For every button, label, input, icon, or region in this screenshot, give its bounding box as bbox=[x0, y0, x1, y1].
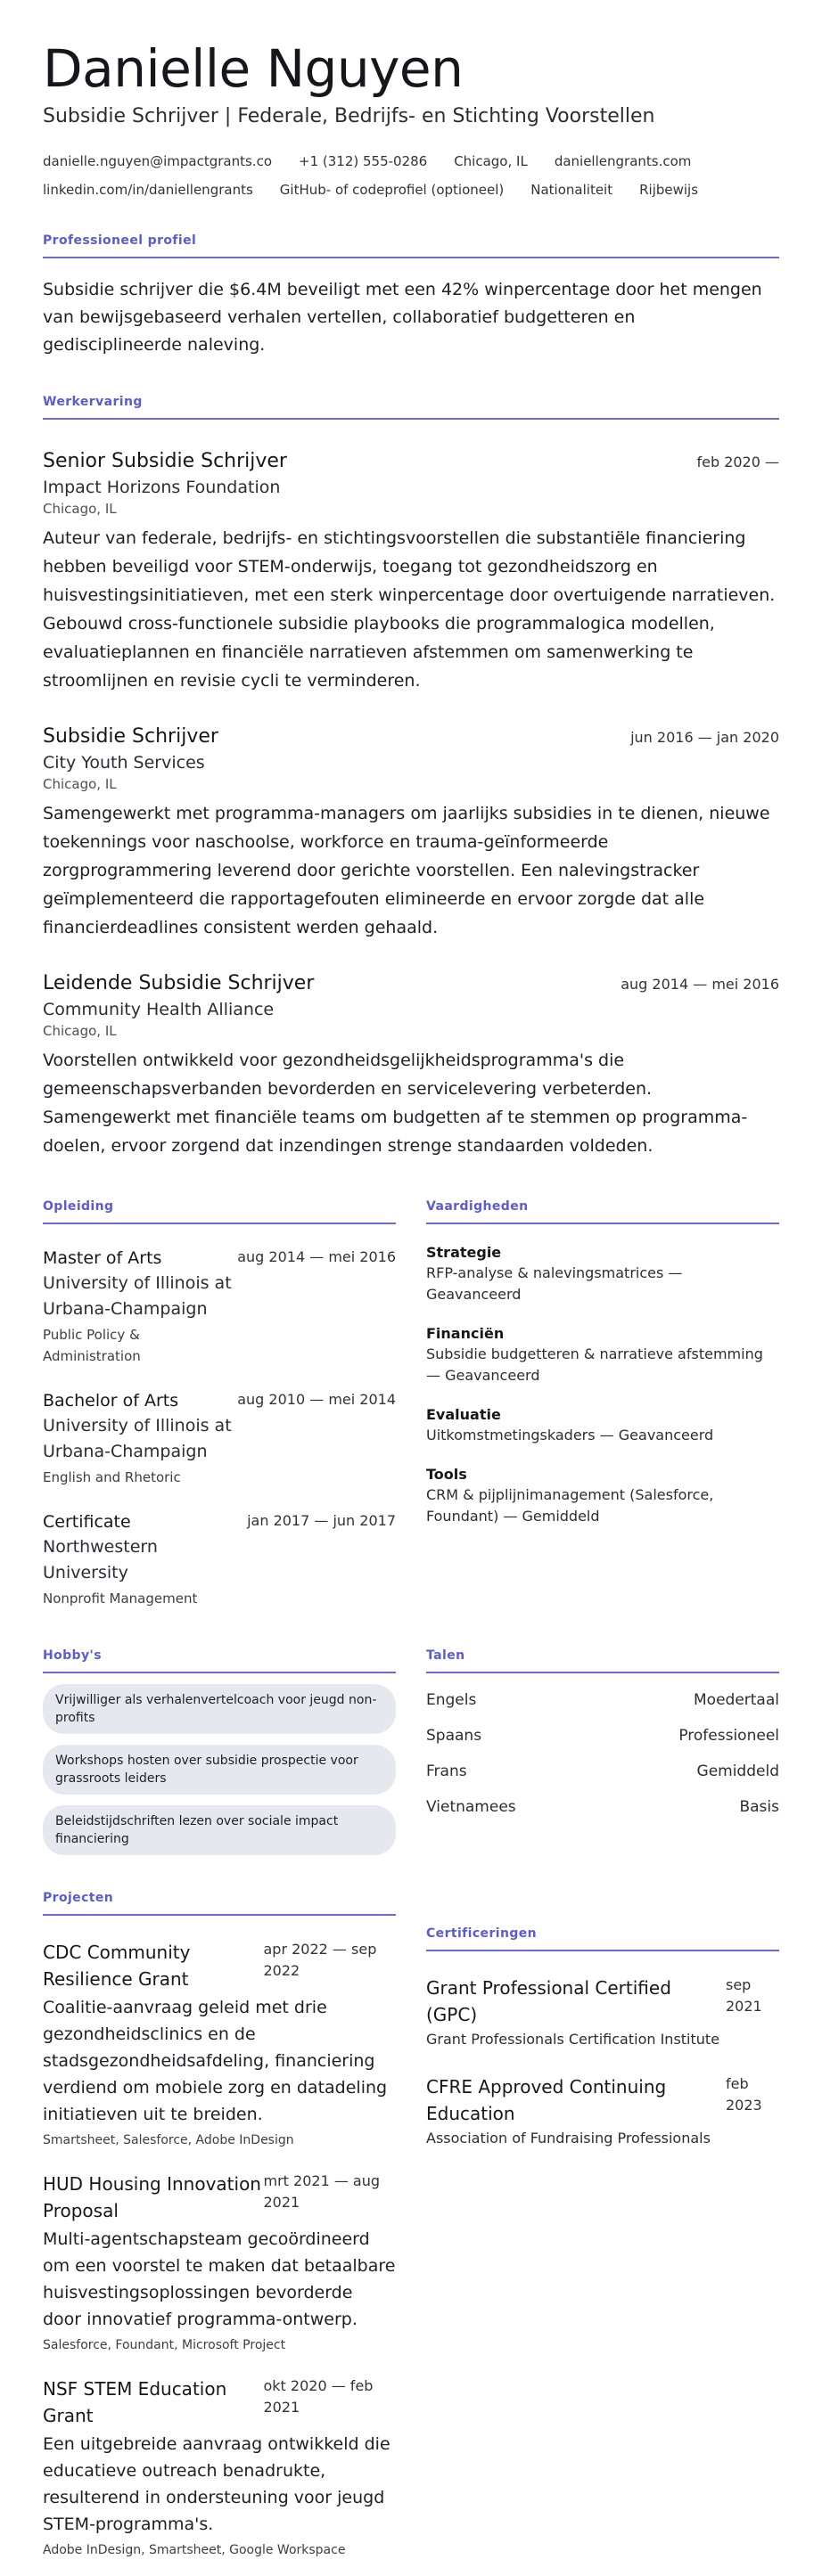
job-location: Chicago, IL bbox=[43, 501, 117, 517]
contact-email[interactable]: danielle.nguyen@impactgrants.co bbox=[43, 153, 272, 169]
skill-group bbox=[426, 1466, 779, 1527]
project-description: Een uitgebreide aanvraag ontwikkeld die educatieve outreach benadrukte, resulterend in ondersteuning voor jeugd STEM-programma's. bbox=[43, 2434, 390, 2534]
languages-title: Talen bbox=[426, 1648, 779, 1673]
language-name: Spaans bbox=[426, 1727, 482, 1745]
certification-name: CFRE Approved Continuing Education bbox=[426, 2076, 667, 2124]
education-degree: Master of Arts bbox=[43, 1248, 162, 1268]
job-item bbox=[43, 450, 779, 695]
project-title: HUD Housing Innovation Proposal bbox=[43, 2173, 261, 2221]
project-description: Coalitie-aanvraag geleid met drie gezondheidsclinics en de stadsgezondheidsafdeling, financiering verdiend om mobiele zorg en datadeling initiatieven uit te breiden. bbox=[43, 1998, 388, 2124]
language-name: Engels bbox=[426, 1691, 477, 1709]
education-skills-row bbox=[43, 1199, 779, 1609]
language-name: Vietnamees bbox=[426, 1798, 516, 1816]
job-location: Chicago, IL bbox=[43, 1023, 117, 1039]
education-date: aug 2014 — mei 2016 bbox=[237, 1248, 396, 1265]
education-item bbox=[43, 1246, 396, 1367]
project-title: NSF STEM Education Grant bbox=[43, 2378, 227, 2426]
certification-date: sep 2021 bbox=[726, 1976, 762, 2015]
job-description: Voorstellen ontwikkeld voor gezondheidsgelijkheidsprogramma's die gemeenschapsverbanden bevorderden en servicelevering verbeterden. Samengewerkt met financiële teams om budgetten af te stemmen op programma-doelen, ervoor zorgend dat inzendingen strenge standaarden voldeden. bbox=[43, 1051, 748, 1156]
skill-items: Subsidie budgetteren & narratieve afstemming — Geavanceerd bbox=[426, 1345, 763, 1384]
language-name: Frans bbox=[426, 1762, 467, 1780]
certifications-title: Certificeringen bbox=[426, 1926, 779, 1951]
job-title: Leidende Subsidie Schrijver bbox=[43, 972, 315, 994]
summary-title: Professioneel profiel bbox=[43, 233, 779, 258]
skill-items: Uitkomstmetingskaders — Geavanceerd bbox=[426, 1427, 714, 1443]
education-field: English and Rhetoric bbox=[43, 1469, 181, 1485]
job-title: Subsidie Schrijver bbox=[43, 725, 218, 748]
skill-category: Tools bbox=[426, 1466, 467, 1483]
education-institution: Northwestern University bbox=[43, 1537, 158, 1582]
certification-item bbox=[426, 1975, 779, 2050]
summary-section bbox=[43, 233, 779, 359]
job-organization: Impact Horizons Foundation bbox=[43, 478, 281, 497]
certification-issuer: Association of Fundraising Professionals bbox=[426, 2130, 711, 2147]
hobbies-languages-row bbox=[43, 1648, 779, 1855]
job-date: aug 2014 — mei 2016 bbox=[621, 976, 779, 993]
certification-date: feb 2023 bbox=[726, 2075, 762, 2114]
contact-location: Chicago, IL bbox=[454, 153, 528, 169]
job-description: Samengewerkt met programma-managers om jaarlijks subsidies in te dienen, nieuwe toekennings voor naschoolse, workforce en trauma-geïnformeerde zorgprogrammering leverend door gerichte voorstellen. Een nalevingstracker geïmplementeerd die rapportagefouten elimineerde en ervoor zorgde dat alle financierdeadlines consistent werden gehaald. bbox=[43, 804, 770, 937]
projects-title: Projecten bbox=[43, 1891, 396, 1916]
experience-title: Werkervaring bbox=[43, 395, 779, 420]
project-tools: Salesforce, Foundant, Microsoft Project bbox=[43, 2338, 286, 2352]
project-date: apr 2022 — sep 2022 bbox=[263, 1941, 377, 1979]
education-institution: University of Illinois at Urbana-Champaign bbox=[43, 1273, 232, 1319]
education-item bbox=[43, 1509, 396, 1609]
education-degree: Certificate bbox=[43, 1512, 131, 1532]
job-item bbox=[43, 725, 779, 942]
education-date: aug 2010 — mei 2014 bbox=[237, 1391, 396, 1408]
project-item bbox=[43, 2171, 396, 2352]
hobby-pill: Vrijwilliger als verhalenvertelcoach voor jeugd non-profits bbox=[43, 1684, 396, 1734]
experience-section bbox=[43, 395, 779, 1160]
language-level: Moedertaal bbox=[694, 1691, 779, 1709]
contact-list bbox=[43, 151, 779, 200]
hobbies-section bbox=[43, 1648, 396, 1855]
skill-items: CRM & pijplijnimanagement (Salesforce, Foundant) — Gemiddeld bbox=[426, 1486, 714, 1525]
job-organization: Community Health Alliance bbox=[43, 1000, 275, 1019]
skill-group bbox=[426, 1325, 779, 1386]
job-item bbox=[43, 972, 779, 1160]
contact-github[interactable]: GitHub- of codeprofiel (optioneel) bbox=[279, 182, 505, 198]
language-level: Professioneel bbox=[678, 1727, 779, 1745]
candidate-name: Danielle Nguyen bbox=[43, 38, 464, 99]
hobby-pill: Workshops hosten over subsidie prospectie voor grassroots leiders bbox=[43, 1745, 396, 1795]
education-institution: University of Illinois at Urbana-Champaign bbox=[43, 1416, 232, 1461]
skill-category: Financiën bbox=[426, 1325, 505, 1342]
projects-section bbox=[43, 1891, 396, 2557]
job-title: Senior Subsidie Schrijver bbox=[43, 450, 287, 472]
language-row bbox=[426, 1727, 779, 1745]
certification-issuer: Grant Professionals Certification Institute bbox=[426, 2031, 720, 2048]
education-section bbox=[43, 1199, 396, 1609]
hobby-pill: Beleidstijdschriften lezen over sociale impact financiering bbox=[43, 1805, 396, 1855]
skills-section bbox=[426, 1199, 779, 1609]
job-location: Chicago, IL bbox=[43, 776, 117, 792]
skill-category: Evaluatie bbox=[426, 1406, 501, 1423]
language-level: Basis bbox=[739, 1798, 779, 1816]
skill-group bbox=[426, 1406, 779, 1446]
education-item bbox=[43, 1388, 396, 1488]
job-date: feb 2020 — bbox=[696, 454, 779, 470]
contact-website[interactable]: daniellengrants.com bbox=[554, 153, 692, 169]
job-date: jun 2016 — jan 2020 bbox=[630, 729, 779, 746]
education-degree: Bachelor of Arts bbox=[43, 1391, 179, 1411]
project-item bbox=[43, 2376, 396, 2557]
projects-certifications-row bbox=[43, 1891, 779, 2557]
hobbies-title: Hobby's bbox=[43, 1648, 396, 1673]
project-tools: Smartsheet, Salesforce, Adobe InDesign bbox=[43, 2133, 294, 2147]
project-title: CDC Community Resilience Grant bbox=[43, 1942, 191, 1990]
languages-section bbox=[426, 1648, 779, 1855]
headline: Subsidie Schrijver | Federale, Bedrijfs- en Stichting Voorstellen bbox=[43, 105, 655, 127]
education-title: Opleiding bbox=[43, 1199, 396, 1224]
contact-license: Rijbewijs bbox=[639, 182, 699, 198]
certifications-section bbox=[426, 1891, 779, 2557]
project-date: okt 2020 — feb 2021 bbox=[263, 2377, 374, 2416]
certification-name: Grant Professional Certified (GPC) bbox=[426, 1977, 671, 2025]
education-date: jan 2017 — jun 2017 bbox=[247, 1512, 396, 1529]
contact-nationality: Nationaliteit bbox=[530, 182, 613, 198]
contact-phone[interactable]: +1 (312) 555-0286 bbox=[299, 153, 428, 169]
skill-group bbox=[426, 1244, 779, 1305]
language-row bbox=[426, 1798, 779, 1816]
project-tools: Adobe InDesign, Smartsheet, Google Workspace bbox=[43, 2543, 346, 2557]
certification-item bbox=[426, 2073, 779, 2149]
job-description: Auteur van federale, bedrijfs- en stichtingsvoorstellen die substantiële financiering hebben beveiligd voor STEM-onderwijs, toegang tot gezondheidszorg en huisvestingsinitiatieven, met een sterk winpercentage door overtuigende narratieven. Gebouwd cross-functionele subsidie playbooks die programmalogica modellen, evaluatieplannen en financiële narratieven afstemmen om samenwerking te stroomlijnen en revisie cycli te verminderen. bbox=[43, 528, 776, 691]
education-field: Public Policy & Administration bbox=[43, 1327, 141, 1364]
language-row bbox=[426, 1762, 779, 1780]
project-description: Multi-agentschapsteam gecoördineerd om een voorstel te maken dat betaalbare huisvestingsoplossingen bevorderde door innovatief programma-ontwerp. bbox=[43, 2229, 396, 2329]
education-field: Nonprofit Management bbox=[43, 1591, 198, 1607]
summary-text: Subsidie schrijver die $6.4M beveiligt met een 42% winpercentage door het mengen van bewijsgebaseerd verhalen vertellen, collaboratief budgetteren en gedisciplineerde naleving. bbox=[43, 280, 762, 355]
skill-category: Strategie bbox=[426, 1244, 502, 1261]
language-level: Gemiddeld bbox=[696, 1762, 779, 1780]
project-item bbox=[43, 1939, 396, 2147]
skills-title: Vaardigheden bbox=[426, 1199, 779, 1224]
job-organization: City Youth Services bbox=[43, 753, 205, 773]
project-date: mrt 2021 — aug 2021 bbox=[263, 2172, 381, 2211]
contact-linkedin[interactable]: linkedin.com/in/daniellengrants bbox=[43, 182, 253, 198]
skill-items: RFP-analyse & nalevingsmatrices — Geavanceerd bbox=[426, 1264, 683, 1303]
language-row bbox=[426, 1691, 779, 1709]
